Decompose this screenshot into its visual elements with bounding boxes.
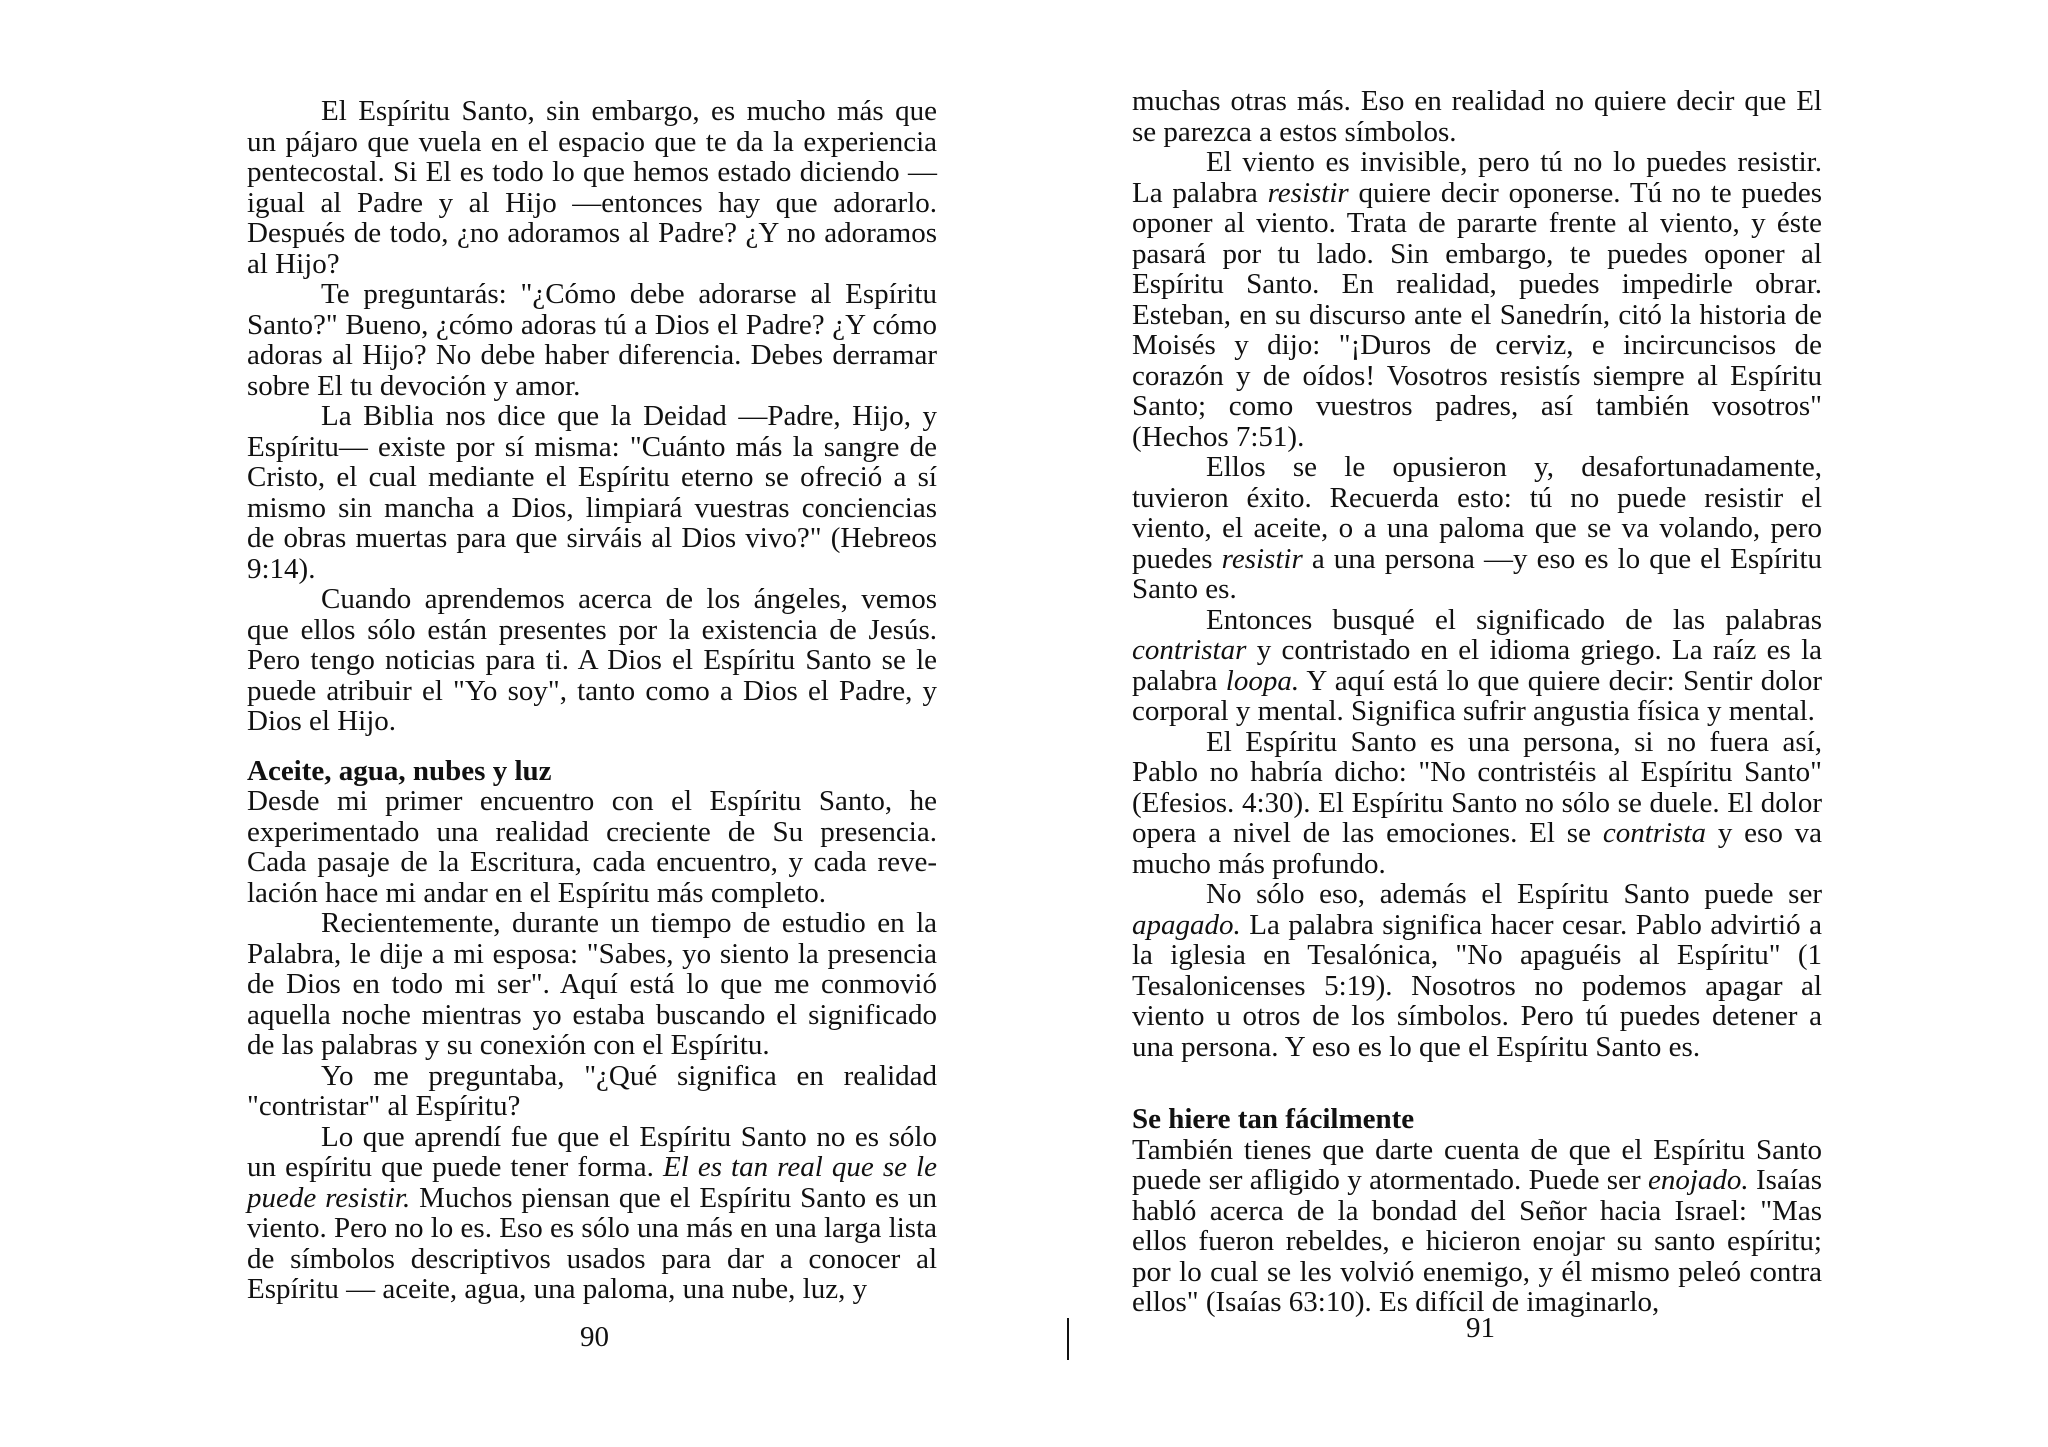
page-number: 90 bbox=[580, 1321, 609, 1353]
section-heading: Se hiere tan fácilmente bbox=[1132, 1103, 1415, 1135]
paragraph: Entonces busqué el significado de las palabras contristar y contristado en el idioma griego. La raíz es la palabra loopa. Y aquí está lo que quiere decir: Sentir dolor corporal y mental. Significa sufrir angustia física y mental. bbox=[1132, 603, 1822, 727]
page-number: 91 bbox=[1466, 1312, 1495, 1344]
paragraph: El Espíritu Santo es una persona, si no fuera así, Pablo no habría dicho: "No contristéis al Espíritu Santo" (Efesios. 4:30). El Espíritu Santo no sólo se duele. El dolor opera a nivel de las emociones. El se contrista y eso va mucho más profundo. bbox=[1132, 725, 1823, 880]
paragraph: Ellos se le opusieron y, desafortunadamente, tuvieron éxito. Recuerda esto: tú no puede resistir el viento, el aceite, o a una paloma que se va volando, pero puedes resistir a una persona —y eso es lo que el Espíritu Santo es. bbox=[1132, 451, 1823, 605]
paragraph: También tienes que darte cuenta de que el Espíritu Santo puede ser afligido y atormentado. Puede ser enojado. Isaías habló acerca de la bondad del Señor hacia Israel: "Mas ellos fueron rebeldes, e hicieron enojar su santo espíritu; por lo cual se les volvió enemigo, y él mismo peleó contra ellos" (Isaías 63:10). Es difícil de imaginarlo, bbox=[1132, 1133, 1823, 1318]
paragraph: No sólo eso, además el Espíritu Santo puede ser apagado. La palabra significa hacer cesar. Pablo advirtió a la iglesia en Tesalónica, "No apaguéis al Espíritu" (1 Tesalonicenses 5:19). Nosotros no podemos apagar al viento u otros de los símbolos. Pero tú puedes detener a una persona. Y eso es lo que el Espíritu Santo es. bbox=[1132, 878, 1822, 1063]
paragraph: Cuando aprendemos acerca de los ángeles, vemos que ellos sólo están presentes por la existencia de Jesús. Pero tengo noticias para ti. A Dios el Espíritu Santo se le puede atribuir el "Yo soy", tanto como a Dios el Padre, y Dios el Hijo. bbox=[247, 583, 937, 737]
paragraph: Desde mi primer encuentro con el Espíritu Santo, he experimentado una realidad creciente de Su presencia. Cada pasaje de la Escritura, cada encuentro, y cada reve-lación hace mi andar en el Espíritu más completo. bbox=[247, 785, 937, 909]
paragraph: Yo me preguntaba, "¿Qué significa en realidad "contristar" al Espíritu? bbox=[247, 1059, 937, 1122]
paragraph: La Biblia nos dice que la Deidad —Padre, Hijo, y Espíritu— existe por sí misma: "Cuánto más la sangre de Cristo, el cual mediante el Espíritu eterno se ofreció a sí mismo sin mancha a Dios, limpiará vuestras conciencias de obras muertas para que sirváis al Dios vivo?" (Hebreos 9:14). bbox=[247, 400, 937, 585]
page-divider bbox=[1067, 1318, 1069, 1360]
paragraph: Recientemente, durante un tiempo de estudio en la Palabra, le dije a mi esposa: "Sabes, yo siento la presencia de Dios en todo mi ser". Aquí está lo que me conmovió aquella noche mientras yo estaba buscando el significado de las palabras y su conexión con el Espíritu. bbox=[247, 907, 937, 1061]
paragraph: muchas otras más. Eso en realidad no quiere decir que El se parezca a estos símbolos. bbox=[1132, 85, 1822, 148]
paragraph: Te preguntarás: "¿Cómo debe adorarse al Espíritu Santo?" Bueno, ¿cómo adoras tú a Dios el Padre? ¿Y cómo adoras al Hijo? No debe haber diferencia. Debes derramar sobre El tu devoción y amor. bbox=[247, 278, 937, 402]
paragraph: El viento es invisible, pero tú no lo puedes resistir. La palabra resistir quiere decir oponerse. Tú no te puedes oponer al viento. Trata de pararte frente al viento, y éste pasará por tu lado. Sin embargo, te puedes oponer al Espíritu Santo. En realidad, puedes impedirle obrar. Esteban, en su discurso ante el Sanedrín, citó la historia de Moisés y dijo: "¡Duros de cerviz, e incircuncisos de corazón y de oídos! Vosotros resistís siempre al Espíritu Santo; como vuestros padres, así también vosotros" (Hechos 7:51). bbox=[1132, 146, 1823, 453]
paragraph: Lo que aprendí fue que el Espíritu Santo no es sólo un espíritu que puede tener forma. El es tan real que se le puede resistir. Muchos piensan que el Espíritu Santo es un viento. Pero no lo es. Eso es sólo una más en una larga lista de símbolos descriptivos usados para dar a conocer al Espíritu — aceite, agua, una paloma, una nube, luz, y bbox=[247, 1120, 937, 1305]
section-heading: Aceite, agua, nubes y luz bbox=[247, 754, 552, 787]
left-text-column bbox=[247, 96, 937, 1305]
paragraph: El Espíritu Santo, sin embargo, es mucho más que un pájaro que vuela en el espacio que te da la experiencia pentecostal. Si El es todo lo que hemos estado diciendo —igual al Padre y al Hijo —entonces hay que adorarlo. Después de todo, ¿no adoramos al Padre? ¿Y no adoramos al Hijo? bbox=[247, 95, 937, 280]
right-text-column bbox=[1132, 86, 1822, 1318]
